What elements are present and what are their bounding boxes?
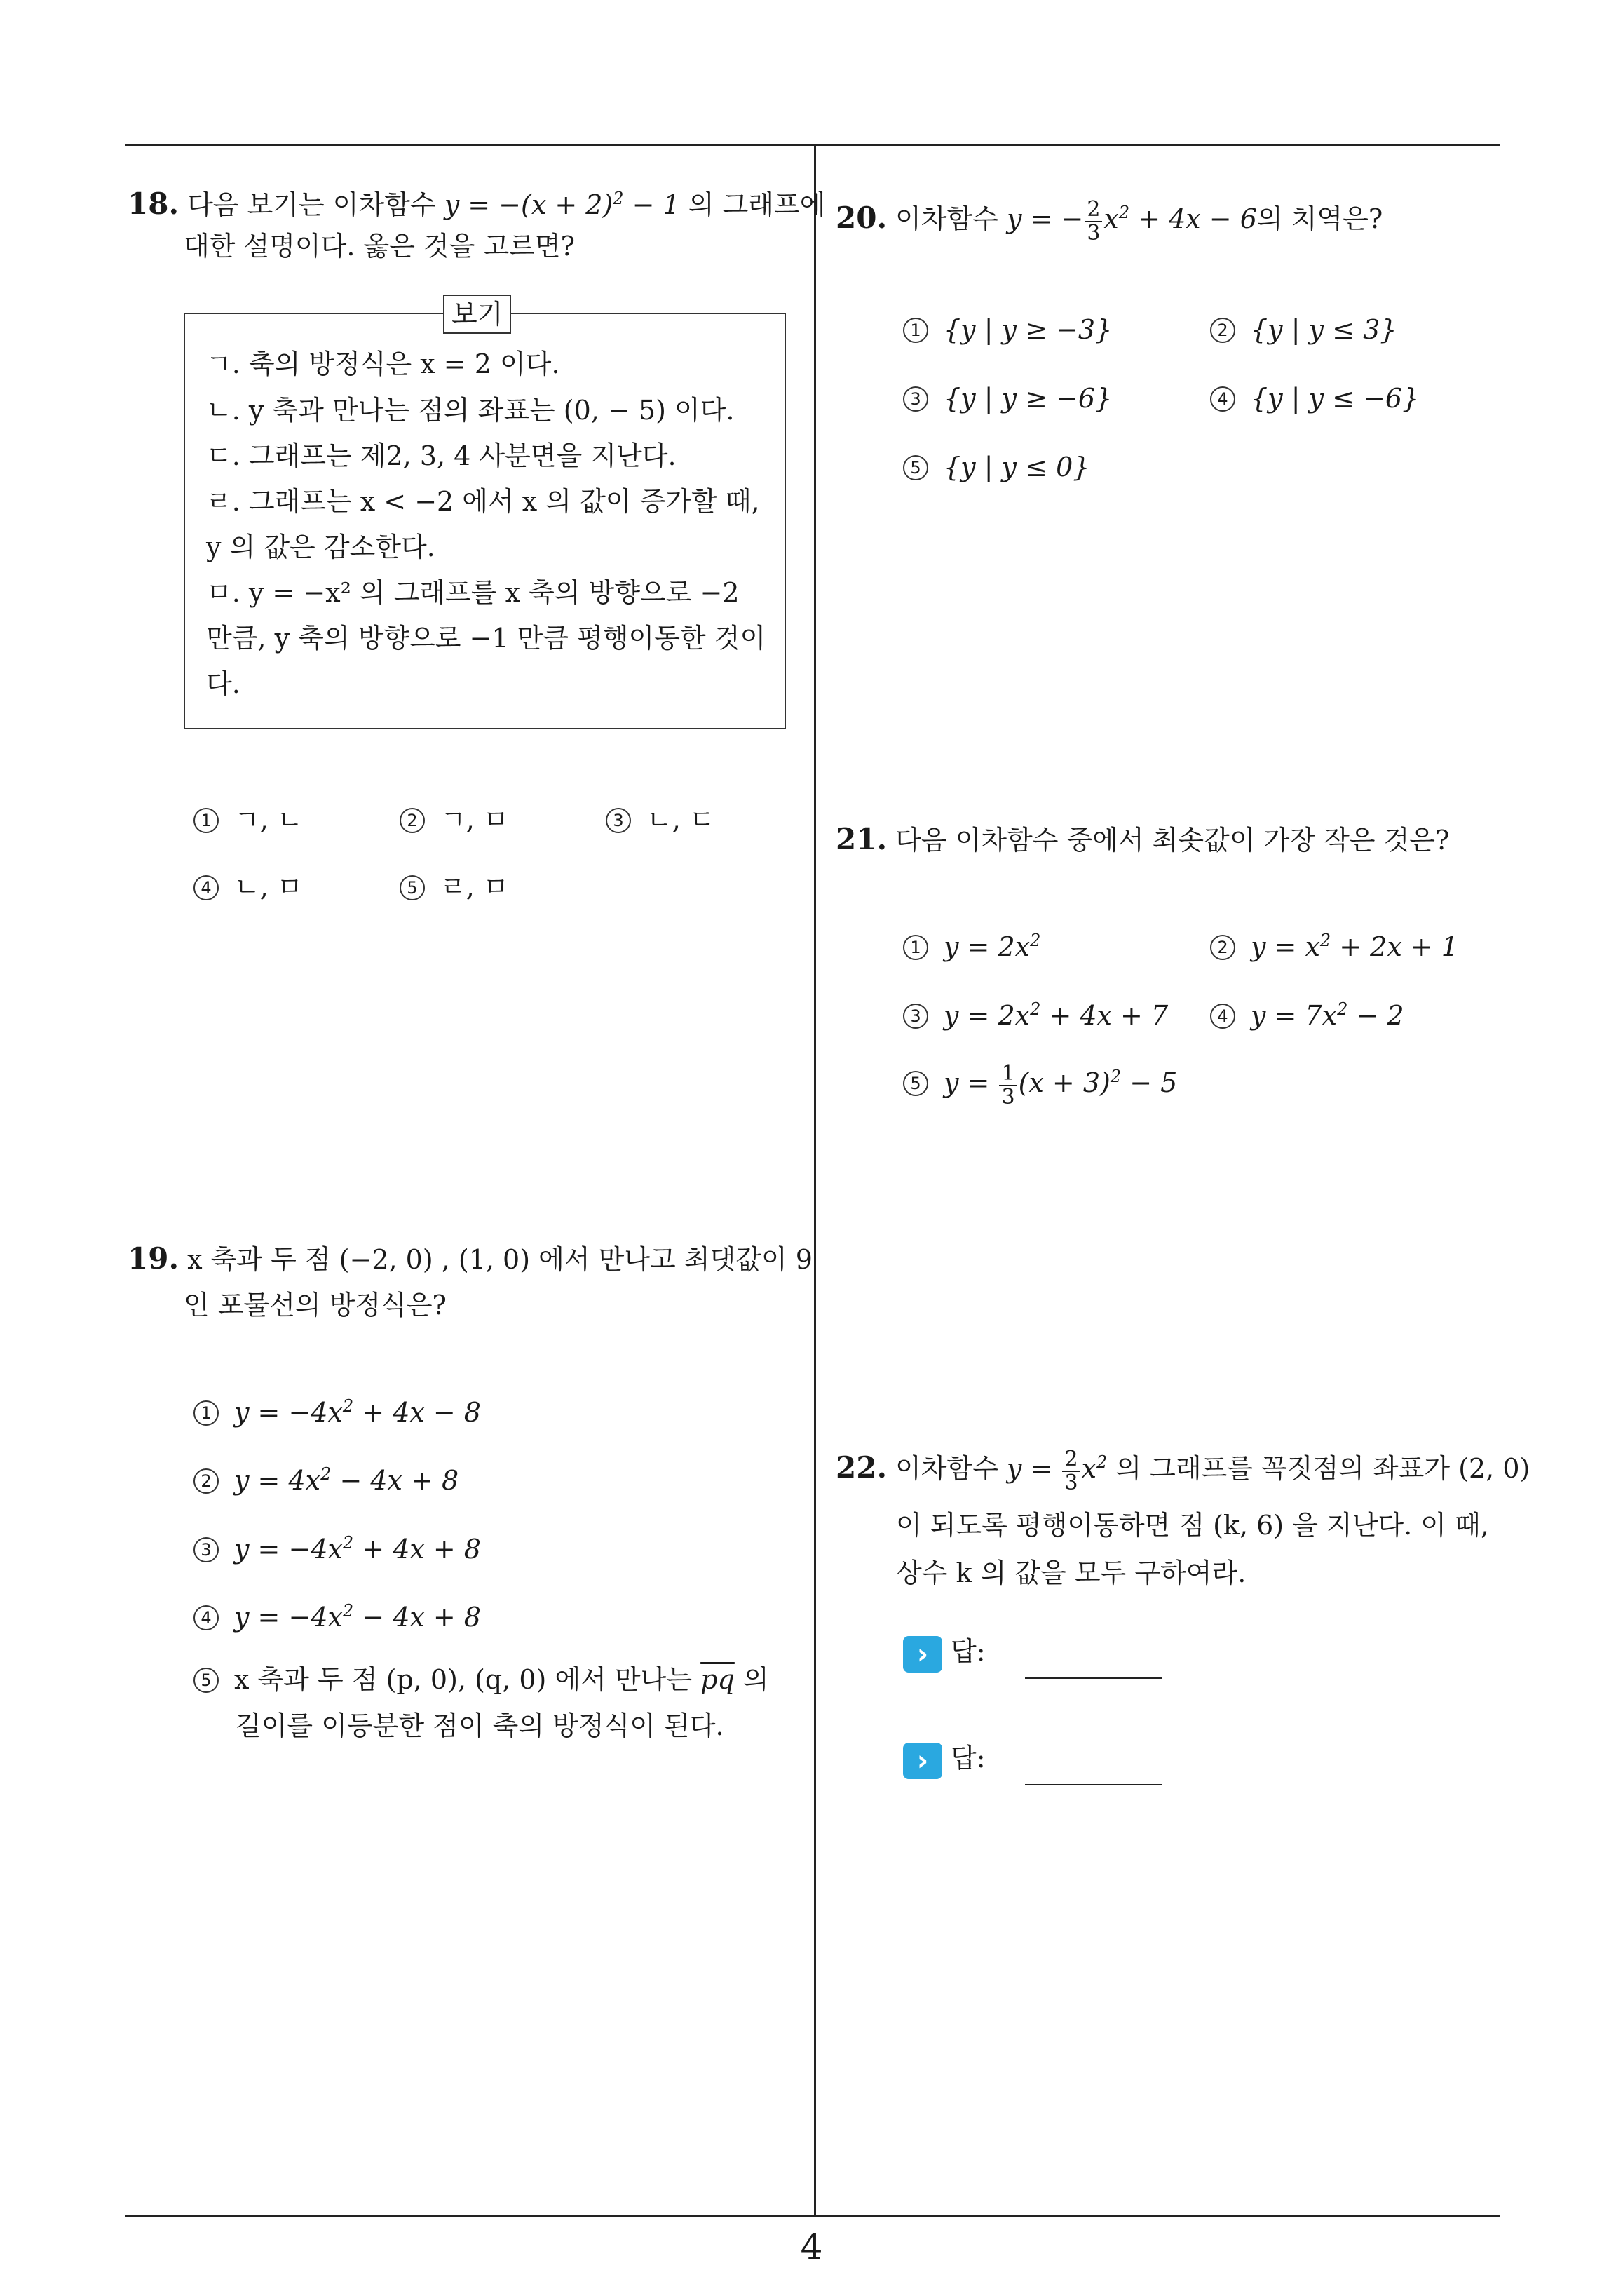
- chevron-right-icon: ›: [903, 1636, 942, 1673]
- bottom-rule: [125, 2215, 1500, 2217]
- bogi-item-3: ㄷ. 그래프는 제2, 3, 4 사분면을 지난다.: [206, 440, 677, 471]
- q19-choice-2[interactable]: 2 $y = 4x^2 - 4x + 8$: [193, 1457, 459, 1498]
- answer-blank-1[interactable]: [1025, 1677, 1162, 1679]
- choice-number-icon: 2: [1210, 318, 1235, 343]
- answer-label: 답:: [951, 1743, 986, 1774]
- q20-choice-1[interactable]: 1 {y | y ≥ −3}: [903, 312, 1112, 347]
- q19-choice-5[interactable]: 5 x 축과 두 점 (p, 0), (q, 0) 에서 만나는 $\overline{pq}$ 의: [193, 1662, 769, 1697]
- q21-choice-5[interactable]: 5 y = $\frac{1}{3}$ $(x + 3)^2 - 5$: [903, 1059, 1177, 1109]
- q20-number: 20.: [836, 201, 888, 235]
- q20-choice-3[interactable]: 3 {y | y ≥ −6}: [903, 381, 1112, 416]
- choice-number-icon: 3: [903, 1004, 928, 1029]
- q22-stem-line1: 22. 이차함수 y = $\frac{2}{3}$ $x^2$ 의 그래프를 꼭짓점의 좌표가 (2, 0): [836, 1446, 1530, 1495]
- choice-number-icon: 2: [400, 808, 425, 833]
- q18-choice-4[interactable]: 4 ㄴ, ㅁ: [193, 870, 303, 905]
- q18-stem-pre: 다음 보기는 이차함수: [187, 189, 444, 220]
- bogi-item-4-cont: y 의 값은 감소한다.: [206, 532, 435, 562]
- q20-choice-4[interactable]: 4 {y | y ≤ −6}: [1210, 381, 1419, 416]
- choice-number-icon: 5: [903, 1071, 928, 1096]
- q18-equation: $y = -(x + 2)^2 - 1$: [444, 189, 680, 220]
- answer-blank-2[interactable]: [1025, 1784, 1162, 1785]
- bogi-item-5: ㅁ. y = −x² 의 그래프를 x 축의 방향으로 −2: [206, 577, 740, 608]
- q18-choice-3[interactable]: 3 ㄴ, ㄷ: [606, 802, 715, 837]
- q20-stem: 20. 이차함수 y = − $\frac{2}{3}$ $x^2 + 4x - 6$의 치역은?: [836, 196, 1383, 245]
- choice-number-icon: 1: [903, 935, 928, 960]
- choice-number-icon: 4: [193, 1605, 219, 1630]
- q18-stem-line1: [128, 181, 825, 222]
- q19-choice-5-line2: 길이를 이등분한 점이 축의 방정식이 된다.: [236, 1710, 724, 1741]
- choice-number-icon: 4: [1210, 1004, 1235, 1029]
- q21-choice-1[interactable]: 1 $y = 2x^2$: [903, 923, 1040, 964]
- column-divider: [814, 145, 816, 2215]
- choice-number-icon: 1: [193, 808, 219, 833]
- q19-choice-1[interactable]: 1 $y = -4x^2 + 4x - 8$: [193, 1389, 481, 1430]
- q20-choice-2[interactable]: 2 {y | y ≤ 3}: [1210, 312, 1397, 347]
- bogi-title: 보기: [443, 295, 511, 334]
- choice-number-icon: 4: [193, 875, 219, 900]
- answer-label: 답:: [951, 1636, 986, 1667]
- top-rule: [125, 144, 1500, 146]
- q22-stem-line2: 이 되도록 평행이동하면 점 (k, 6) 을 지난다. 이 때,: [896, 1510, 1489, 1541]
- bogi-item-5-cont: 만큼, y 축의 방향으로 −1 만큼 평행이동한 것이: [206, 623, 766, 654]
- page-number: 4: [800, 2227, 823, 2267]
- q18-choice-2[interactable]: 2 ㄱ, ㅁ: [400, 802, 509, 837]
- segment-pq: $\overline{pq}$: [700, 1664, 735, 1695]
- choice-number-icon: 3: [606, 808, 631, 833]
- choice-number-icon: 5: [193, 1668, 219, 1693]
- q19-choice-3[interactable]: 3 $y = -4x^2 + 4x + 8$: [193, 1525, 481, 1567]
- q18-choice-5[interactable]: 5 ㄹ, ㅁ: [400, 870, 509, 905]
- q21-choice-4[interactable]: 4 $y = 7x^2 - 2$: [1210, 992, 1404, 1033]
- chevron-right-icon: ›: [903, 1743, 942, 1779]
- q22-number: 22.: [836, 1450, 888, 1485]
- q21-fraction: $\frac{1}{3}$: [999, 1062, 1017, 1109]
- choice-number-icon: 5: [400, 875, 425, 900]
- q19-number: 19.: [128, 1241, 179, 1276]
- q21-choice-3[interactable]: 3 $y = 2x^2 + 4x + 7$: [903, 992, 1168, 1033]
- q21-number: 21.: [836, 822, 888, 856]
- choice-number-icon: 1: [903, 318, 928, 343]
- q19-stem-line1: 19. x 축과 두 점 (−2, 0) , (1, 0) 에서 만나고 최댓값이 9: [128, 1241, 813, 1276]
- q19-choice-4[interactable]: 4 $y = -4x^2 - 4x + 8$: [193, 1593, 481, 1635]
- q20-fraction: $\frac{2}{3}$: [1085, 198, 1102, 245]
- bogi-item-5-end: 다.: [206, 668, 240, 699]
- choice-number-icon: 3: [903, 386, 928, 412]
- q20-choice-5[interactable]: 5 {y | y ≤ 0}: [903, 450, 1089, 485]
- choice-number-icon: 4: [1210, 386, 1235, 412]
- bogi-item-1: ㄱ. 축의 방정식은 x = 2 이다.: [206, 349, 560, 379]
- q22-answer-row-1: [903, 1634, 1162, 1679]
- choice-number-icon: 3: [193, 1537, 219, 1562]
- choice-number-icon: 5: [903, 455, 928, 480]
- q22-fraction: $\frac{2}{3}$: [1062, 1448, 1080, 1494]
- q21-choice-2[interactable]: 2 $y = x^2 + 2x + 1$: [1210, 923, 1458, 964]
- q21-stem: 21. 다음 이차함수 중에서 최솟값이 가장 작은 것은?: [836, 822, 1450, 856]
- q22-answer-row-2: [903, 1741, 1162, 1785]
- choice-number-icon: 2: [1210, 935, 1235, 960]
- q18-number: 18.: [128, 187, 179, 221]
- bogi-item-2: ㄴ. y 축과 만나는 점의 좌표는 (0, − 5) 이다.: [206, 395, 735, 426]
- q18-stem-post: 의 그래프에: [679, 189, 826, 220]
- bogi-item-4: ㄹ. 그래프는 x < −2 에서 x 의 값이 증가할 때,: [206, 486, 760, 517]
- q18-choice-1[interactable]: 1 ㄱ, ㄴ: [193, 802, 303, 837]
- q22-stem-line3: 상수 k 의 값을 모두 구하여라.: [896, 1558, 1247, 1588]
- q19-stem-line2: 인 포물선의 방정식은?: [184, 1290, 447, 1321]
- choice-number-icon: 2: [193, 1468, 219, 1494]
- choice-number-icon: 1: [193, 1400, 219, 1426]
- q18-stem-line2: 대한 설명이다. 옳은 것을 고르면?: [184, 231, 575, 262]
